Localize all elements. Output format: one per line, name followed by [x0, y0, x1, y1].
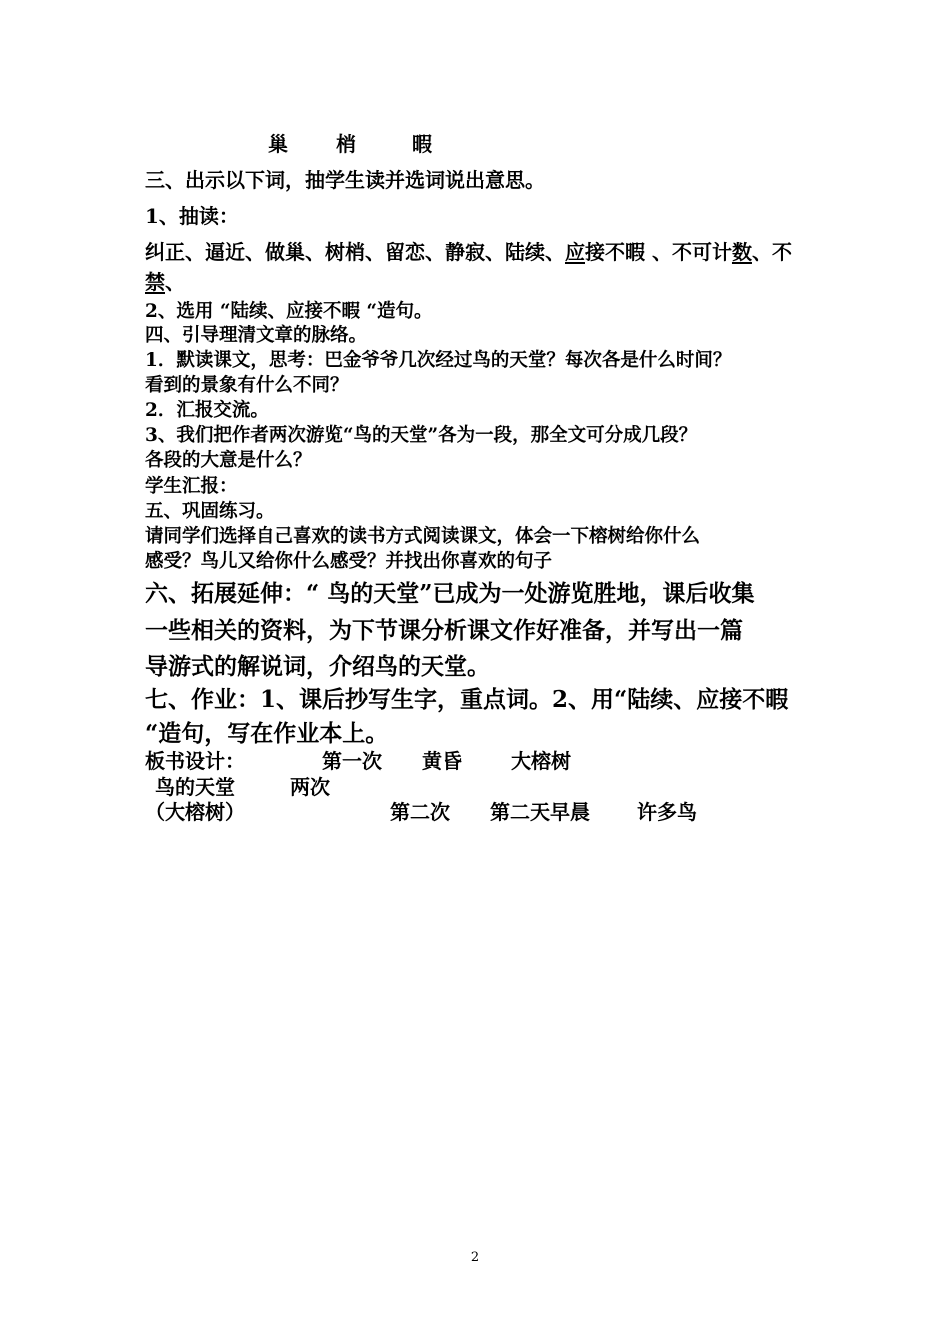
- section-4-q1-line-1: 1．默读课文，思考：巴金爷爷几次经过鸟的天堂？每次各是什么时间？: [145, 350, 732, 371]
- page-number: 2: [470, 1250, 480, 1265]
- board-dusk: 黄昏: [422, 749, 462, 773]
- board-next-morning: 第二天早晨: [490, 800, 590, 824]
- section-3-item-2: 2、选用 “陆续、应接不暇 “造句。: [145, 301, 433, 322]
- section-5-line-2: 感受？鸟儿又给你什么感受？并找出你喜欢的句子: [145, 551, 553, 572]
- word-list-line-1: 纠正、逼近、做巢、树梢、留恋、静寂、陆续、应接不暇 、不可计数、不: [145, 240, 792, 264]
- section-4-q3-line-2: 各段的大意是什么？: [145, 450, 312, 471]
- section-6-line-2: 一些相关的资料，为下节课分析课文作好准备，并写出一篇: [145, 617, 743, 644]
- section-4-q2: 2．汇报交流。: [145, 400, 269, 421]
- student-report: 学生汇报：: [145, 476, 238, 497]
- word-list-line-2: 禁、: [145, 270, 185, 294]
- board-first-time: 第一次: [322, 749, 382, 773]
- board-second-time: 第二次: [390, 800, 450, 824]
- section-7-line-1: 七、作业：1、课后抄写生字，重点词。2、用“陆续、应接不暇: [145, 686, 789, 713]
- section-4-q1-line-2: 看到的景象有什么不同？: [145, 375, 349, 396]
- section-6-line-3: 导游式的解说词，介绍鸟的天堂。: [145, 653, 490, 680]
- section-5-title: 五、巩固练习。: [145, 501, 275, 522]
- section-3-item-1: 1、抽读：: [145, 204, 239, 228]
- char-chao: 巢: [268, 132, 288, 156]
- board-banyan-paren: （大榕树）: [145, 800, 245, 824]
- chars-line: [268, 134, 288, 154]
- section-3-title: 三、出示以下词，抽学生读并选词说出意思。: [145, 168, 545, 192]
- chars-line-3: [412, 134, 432, 154]
- char-shao: 梢: [336, 132, 356, 156]
- board-design-label: 板书设计：: [145, 749, 245, 773]
- section-4-q3-line-1: 3、我们把作者两次游览“鸟的天堂”各为一段，那全文可分成几段？: [145, 425, 698, 446]
- section-6-line-1: 六、拓展延伸：“ 鸟的天堂”已成为一处游览胜地，课后收集: [145, 580, 755, 607]
- section-7-line-2: “造句，写在作业本上。: [145, 720, 389, 747]
- section-5-line-1: 请同学们选择自己喜欢的读书方式阅读课文，体会一下榕树给你什么: [145, 526, 701, 547]
- section-4-title: 四、引导理清文章的脉络。: [145, 325, 368, 346]
- board-many-birds: 许多鸟: [637, 800, 697, 824]
- board-bird-heaven: 鸟的天堂: [155, 775, 235, 799]
- chars-line-2: [336, 134, 356, 154]
- board-banyan: 大榕树: [511, 749, 571, 773]
- board-two-times: 两次: [290, 775, 330, 799]
- char-xia: 暇: [412, 132, 432, 156]
